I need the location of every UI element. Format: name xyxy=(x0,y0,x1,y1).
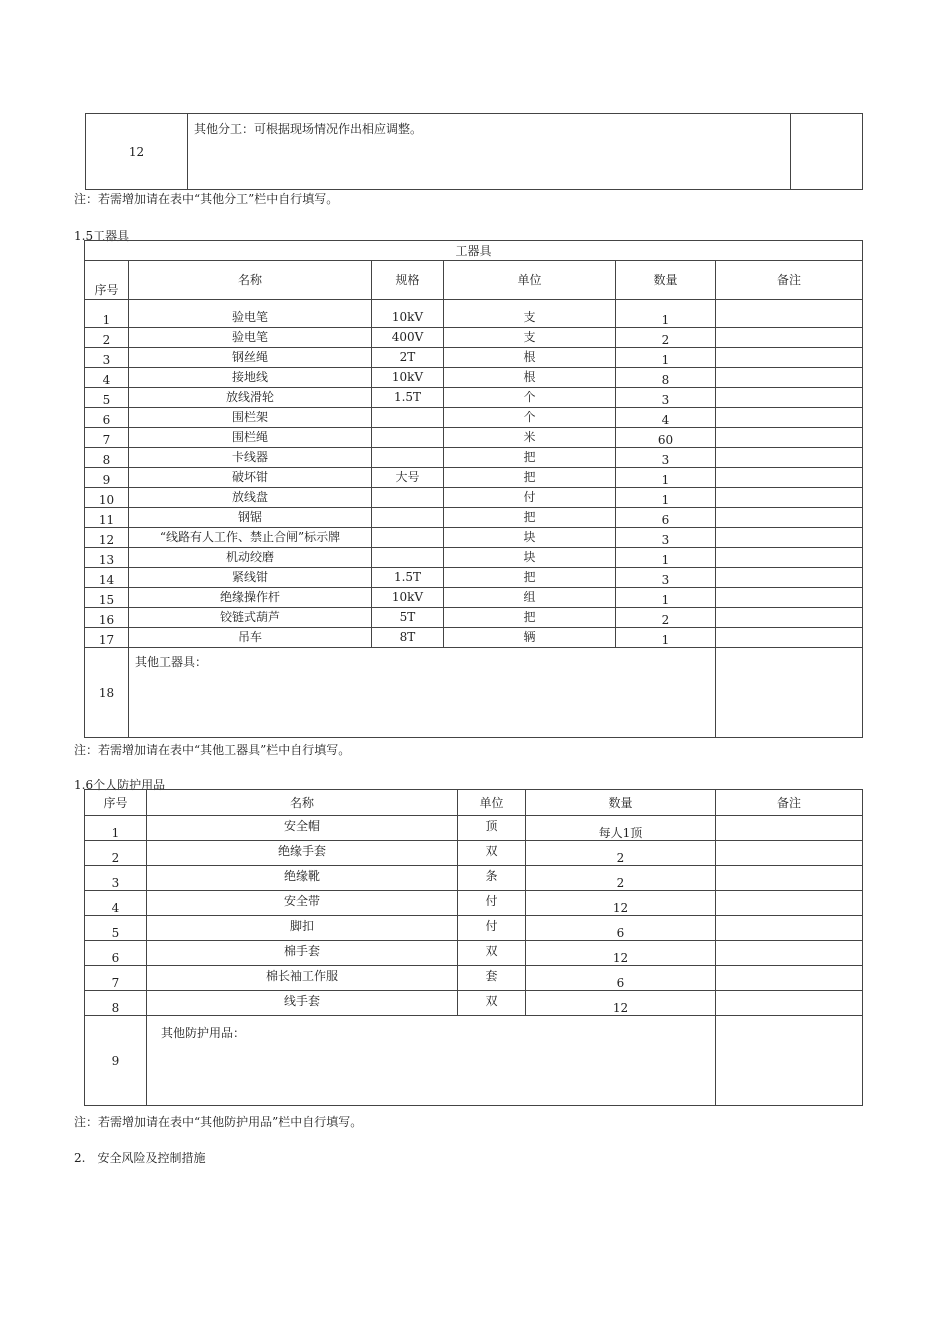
tool-name: 验电笔 xyxy=(129,328,372,348)
tool-row xyxy=(85,348,863,368)
tool-unit: 付 xyxy=(444,488,616,508)
ppe-other-remark xyxy=(716,1016,863,1106)
tool-no: 8 xyxy=(85,448,129,468)
tool-spec xyxy=(372,408,444,428)
ppe-unit: 套 xyxy=(458,966,526,991)
header-unit: 单位 xyxy=(444,261,616,300)
tool-unit: 支 xyxy=(444,328,616,348)
tool-remark xyxy=(716,628,863,648)
tool-qty: 2 xyxy=(616,608,716,628)
tool-qty: 1 xyxy=(616,300,716,328)
tool-qty: 3 xyxy=(616,528,716,548)
tool-row xyxy=(85,568,863,588)
tool-row xyxy=(85,508,863,528)
tool-row xyxy=(85,588,863,608)
header-qty: 数量 xyxy=(616,261,716,300)
division-note: 注：若需增加请在表中“其他分工”栏中自行填写。 xyxy=(74,192,339,206)
ppe-qty: 12 xyxy=(526,941,716,966)
ppe-header-name: 名称 xyxy=(147,790,458,816)
ppe-qty: 6 xyxy=(526,916,716,941)
tool-unit: 把 xyxy=(444,568,616,588)
header-spec: 规格 xyxy=(372,261,444,300)
tool-unit: 根 xyxy=(444,368,616,388)
tool-row xyxy=(85,300,863,328)
tool-qty: 1 xyxy=(616,488,716,508)
ppe-no: 5 xyxy=(85,916,147,941)
tool-name: 机动绞磨 xyxy=(129,548,372,568)
tool-remark xyxy=(716,328,863,348)
tool-unit: 块 xyxy=(444,528,616,548)
tool-row xyxy=(85,328,863,348)
tool-no: 12 xyxy=(85,528,129,548)
tool-qty: 3 xyxy=(616,388,716,408)
tool-row xyxy=(85,628,863,648)
tool-unit: 组 xyxy=(444,588,616,608)
division-remark xyxy=(791,114,863,190)
tool-remark xyxy=(716,388,863,408)
ppe-no: 7 xyxy=(85,966,147,991)
ppe-note: 注：若需增加请在表中“其他防护用品”栏中自行填写。 xyxy=(74,1115,363,1129)
tool-name: 绝缘操作杆 xyxy=(129,588,372,608)
ppe-no: 4 xyxy=(85,891,147,916)
tool-unit: 把 xyxy=(444,508,616,528)
tool-unit: 支 xyxy=(444,300,616,328)
ppe-heading: 1.6个人防护用品 xyxy=(74,778,166,792)
tool-remark xyxy=(716,488,863,508)
ppe-header-no: 序号 xyxy=(85,790,147,816)
tool-unit: 米 xyxy=(444,428,616,448)
tool-row xyxy=(85,448,863,468)
tool-remark xyxy=(716,368,863,388)
tool-name: 放线盘 xyxy=(129,488,372,508)
ppe-remark xyxy=(716,941,863,966)
tool-spec xyxy=(372,448,444,468)
tool-name: 钢锯 xyxy=(129,508,372,528)
ppe-row xyxy=(85,966,863,991)
tool-remark xyxy=(716,348,863,368)
ppe-header-remark: 备注 xyxy=(716,790,863,816)
tool-name: 钢丝绳 xyxy=(129,348,372,368)
tool-row xyxy=(85,428,863,448)
tool-remark xyxy=(716,548,863,568)
tool-spec xyxy=(372,548,444,568)
tool-name: 围栏绳 xyxy=(129,428,372,448)
ppe-row xyxy=(85,816,863,841)
ppe-remark xyxy=(716,816,863,841)
tool-remark xyxy=(716,568,863,588)
header-no: 序号 xyxy=(85,261,129,300)
tools-other-text: 其他工器具： xyxy=(129,648,716,738)
tool-remark xyxy=(716,448,863,468)
tool-row xyxy=(85,388,863,408)
tool-remark xyxy=(716,300,863,328)
ppe-unit: 双 xyxy=(458,941,526,966)
tool-spec: 1.5T xyxy=(372,568,444,588)
tool-row xyxy=(85,408,863,428)
ppe-remark xyxy=(716,841,863,866)
ppe-other-no: 9 xyxy=(85,1016,147,1106)
ppe-qty: 2 xyxy=(526,841,716,866)
tool-remark xyxy=(716,468,863,488)
tool-spec: 400V xyxy=(372,328,444,348)
tool-unit: 把 xyxy=(444,448,616,468)
tool-spec: 10kV xyxy=(372,368,444,388)
tool-qty: 6 xyxy=(616,508,716,528)
tool-unit: 根 xyxy=(444,348,616,368)
tool-no: 15 xyxy=(85,588,129,608)
tools-heading: 1.5工器具 xyxy=(74,229,130,243)
ppe-name: 绝缘手套 xyxy=(147,841,458,866)
tool-spec: 8T xyxy=(372,628,444,648)
ppe-name: 绝缘靴 xyxy=(147,866,458,891)
tool-no: 6 xyxy=(85,408,129,428)
tool-spec: 10kV xyxy=(372,300,444,328)
ppe-row xyxy=(85,991,863,1016)
ppe-remark xyxy=(716,916,863,941)
ppe-unit: 条 xyxy=(458,866,526,891)
tool-name: 破坏钳 xyxy=(129,468,372,488)
tool-spec xyxy=(372,428,444,448)
ppe-name: 脚扣 xyxy=(147,916,458,941)
ppe-row xyxy=(85,866,863,891)
tool-remark xyxy=(716,588,863,608)
ppe-table xyxy=(84,789,863,1106)
ppe-remark xyxy=(716,866,863,891)
tool-qty: 3 xyxy=(616,568,716,588)
ppe-qty: 每人1顶 xyxy=(526,816,716,841)
ppe-qty: 6 xyxy=(526,966,716,991)
tools-other-remark xyxy=(716,648,863,738)
tool-no: 14 xyxy=(85,568,129,588)
division-no: 12 xyxy=(86,114,188,190)
ppe-header-unit: 单位 xyxy=(458,790,526,816)
tool-name: 卡线器 xyxy=(129,448,372,468)
ppe-no: 3 xyxy=(85,866,147,891)
ppe-name: 安全帽 xyxy=(147,816,458,841)
ppe-row xyxy=(85,891,863,916)
tool-unit: 个 xyxy=(444,388,616,408)
ppe-remark xyxy=(716,991,863,1016)
ppe-other-text: 其他防护用品： xyxy=(147,1016,716,1106)
tool-spec: 1.5T xyxy=(372,388,444,408)
tool-qty: 4 xyxy=(616,408,716,428)
tool-name: 紧线钳 xyxy=(129,568,372,588)
tool-no: 7 xyxy=(85,428,129,448)
tool-unit: 把 xyxy=(444,468,616,488)
tool-spec: 大号 xyxy=(372,468,444,488)
tool-spec xyxy=(372,488,444,508)
ppe-qty: 2 xyxy=(526,866,716,891)
ppe-row xyxy=(85,841,863,866)
tool-row xyxy=(85,368,863,388)
tool-spec: 2T xyxy=(372,348,444,368)
ppe-no: 8 xyxy=(85,991,147,1016)
tool-row xyxy=(85,608,863,628)
tool-remark xyxy=(716,428,863,448)
tool-remark xyxy=(716,508,863,528)
tool-unit: 把 xyxy=(444,608,616,628)
tool-no: 10 xyxy=(85,488,129,508)
header-name: 名称 xyxy=(129,261,372,300)
division-text: 其他分工：可根据现场情况作出相应调整。 xyxy=(188,114,791,190)
tool-qty: 1 xyxy=(616,548,716,568)
tool-row xyxy=(85,548,863,568)
ppe-remark xyxy=(716,891,863,916)
tool-no: 2 xyxy=(85,328,129,348)
ppe-no: 6 xyxy=(85,941,147,966)
tool-qty: 1 xyxy=(616,588,716,608)
tool-name: “线路有人工作、禁止合闸”标示牌 xyxy=(129,528,372,548)
ppe-unit: 双 xyxy=(458,841,526,866)
tools-other-no: 18 xyxy=(85,648,129,738)
ppe-name: 棉手套 xyxy=(147,941,458,966)
ppe-header-qty: 数量 xyxy=(526,790,716,816)
tools-note: 注：若需增加请在表中“其他工器具”栏中自行填写。 xyxy=(74,743,351,757)
tool-no: 17 xyxy=(85,628,129,648)
tool-name: 放线滑轮 xyxy=(129,388,372,408)
tool-no: 11 xyxy=(85,508,129,528)
ppe-unit: 顶 xyxy=(458,816,526,841)
tool-unit: 块 xyxy=(444,548,616,568)
section-2-heading: 2. 安全风险及控制措施 xyxy=(74,1151,206,1165)
tool-qty: 3 xyxy=(616,448,716,468)
ppe-name: 棉长袖工作服 xyxy=(147,966,458,991)
ppe-unit: 付 xyxy=(458,916,526,941)
tool-qty: 1 xyxy=(616,628,716,648)
tool-name: 验电笔 xyxy=(129,300,372,328)
tool-qty: 1 xyxy=(616,468,716,488)
ppe-qty: 12 xyxy=(526,891,716,916)
tool-unit: 个 xyxy=(444,408,616,428)
ppe-name: 安全带 xyxy=(147,891,458,916)
tool-remark xyxy=(716,408,863,428)
tool-row xyxy=(85,468,863,488)
tool-row xyxy=(85,488,863,508)
tools-table xyxy=(84,240,863,738)
ppe-qty: 12 xyxy=(526,991,716,1016)
tool-qty: 1 xyxy=(616,348,716,368)
ppe-remark xyxy=(716,966,863,991)
tool-no: 3 xyxy=(85,348,129,368)
ppe-row xyxy=(85,916,863,941)
tools-table-title: 工器具 xyxy=(85,241,863,261)
tool-name: 围栏架 xyxy=(129,408,372,428)
ppe-unit: 付 xyxy=(458,891,526,916)
tool-no: 5 xyxy=(85,388,129,408)
header-remark: 备注 xyxy=(716,261,863,300)
division-table xyxy=(85,113,863,190)
ppe-unit: 双 xyxy=(458,991,526,1016)
tool-no: 16 xyxy=(85,608,129,628)
tool-no: 9 xyxy=(85,468,129,488)
tool-spec: 10kV xyxy=(372,588,444,608)
tool-qty: 60 xyxy=(616,428,716,448)
tool-no: 1 xyxy=(85,300,129,328)
tool-no: 13 xyxy=(85,548,129,568)
tool-name: 铰链式葫芦 xyxy=(129,608,372,628)
tool-remark xyxy=(716,528,863,548)
tool-name: 接地线 xyxy=(129,368,372,388)
tool-remark xyxy=(716,608,863,628)
ppe-name: 线手套 xyxy=(147,991,458,1016)
tool-name: 吊车 xyxy=(129,628,372,648)
tool-unit: 辆 xyxy=(444,628,616,648)
tool-qty: 2 xyxy=(616,328,716,348)
tool-no: 4 xyxy=(85,368,129,388)
tool-spec: 5T xyxy=(372,608,444,628)
tool-spec xyxy=(372,528,444,548)
ppe-no: 1 xyxy=(85,816,147,841)
ppe-no: 2 xyxy=(85,841,147,866)
tool-row xyxy=(85,528,863,548)
tool-qty: 8 xyxy=(616,368,716,388)
tool-spec xyxy=(372,508,444,528)
ppe-row xyxy=(85,941,863,966)
